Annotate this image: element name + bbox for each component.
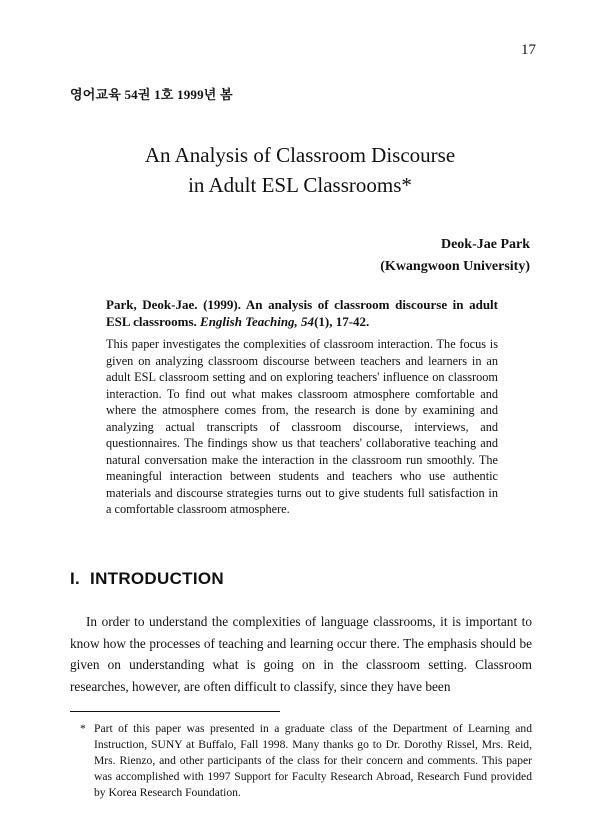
footnote-text: Part of this paper was presented in a graduate class of the Department of Learning and Instruction, SUNY at Buffalo, Fall 1998. Many thanks go to Dr. Dorothy Rissel, Mrs. Reid, Mrs. Rienzo, and other participants of the class for their concern and comments. This paper was accomplished with 1997 Support for Faculty Research Abroad, Research Fund provided by Korea Research Foundation. xyxy=(94,722,532,799)
body-text: In order to understand the complexities of language classrooms, it is important to know how the processes of teaching and learning occur there. The emphasis should be given on understanding what is going on in the classroom setting. Classroom researches, however, are often difficult to classify, since they have been xyxy=(70,614,532,694)
journal-header: 영어교육 54권 1호 1999년 봄 xyxy=(70,87,233,102)
citation-prefix: Park, Deok-Jae. (1999). An analysis of classroom discourse in adult ESL classrooms. xyxy=(106,297,498,329)
citation xyxy=(106,296,498,330)
body-paragraph xyxy=(70,611,532,697)
footnote-marker: * xyxy=(80,722,86,735)
citation-suffix: (1), 17-42. xyxy=(314,314,370,329)
citation-journal: English Teaching, 54 xyxy=(200,314,315,329)
author-name: Deok-Jae Park xyxy=(440,237,530,252)
section-number: I. xyxy=(70,569,81,588)
section-heading xyxy=(70,569,224,589)
page-number: 17 xyxy=(521,42,536,58)
author-affiliation: (Kwangwoon University) xyxy=(380,259,530,274)
title-line-2: in Adult ESL Classrooms* xyxy=(188,173,412,197)
title-line-1: An Analysis of Classroom Discourse xyxy=(144,143,456,167)
footnote xyxy=(80,721,532,801)
footnote-divider xyxy=(70,711,280,712)
author-block xyxy=(380,234,530,278)
paper-title xyxy=(0,140,600,200)
section-title: INTRODUCTION xyxy=(90,569,224,588)
abstract: This paper investigates the complexities of classroom interaction. The focus is given on analyzing classroom discourse between teachers and learners in an adult ESL classroom setting and on exploring teachers' influence on classroom interaction. To find out what makes classroom atmosphere comfortable and where the atmosphere comes from, the research is done by examining and analyzing actual transcripts of classroom discourse, interviews, and questionnaires. The findings show us that teachers' collaborative teaching and natural conversation make the interaction in the classroom run smoothly. The meaningful interaction between students and teachers who use authentic materials and discourse strategies turns out to give students full satisfaction in a comfortable classroom atmosphere. xyxy=(106,337,498,516)
